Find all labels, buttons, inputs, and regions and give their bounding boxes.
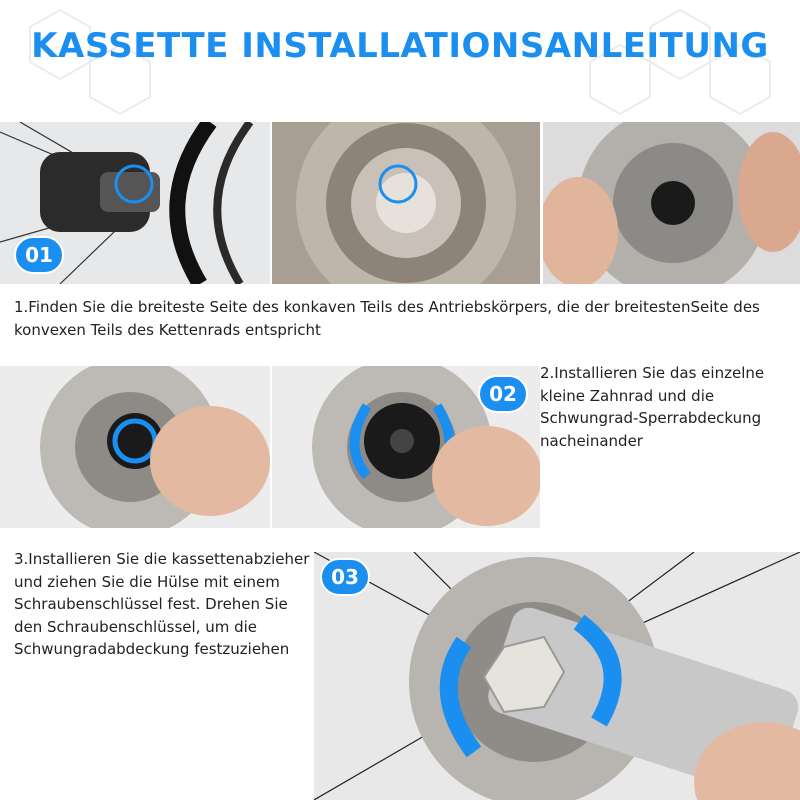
photo-wrench-tighten <box>314 552 800 800</box>
step-badge-03: 03 <box>320 558 370 596</box>
step-3-text: 3.Installieren Sie die kassettenabzieher und ziehen Sie die Hülse mit einem Schraubenschlüssel fest. Drehen Sie den Schraubenschlüssel, um die Schwungradabdeckung festzuziehen <box>14 550 310 658</box>
step-badge-02: 02 <box>478 375 528 413</box>
photo-cassette-mounted <box>543 122 800 284</box>
step-1-text: 1.Finden Sie die breiteste Seite des konkaven Teils des Antriebskörpers, die der breitestenSeite des konvexen Teils des Kettenrads entspricht <box>14 298 760 339</box>
step-badge-01: 01 <box>14 236 64 274</box>
photo-install-lockring <box>0 366 270 528</box>
step-2-text: 2.Installieren Sie das einzelne kleine Zahnrad und die Schwungrad-Sperrabdeckung nacheinander <box>540 364 765 450</box>
page-title: KASSETTE INSTALLATIONSANLEITUNG <box>31 26 769 66</box>
photo-cassette-spline <box>272 122 540 284</box>
